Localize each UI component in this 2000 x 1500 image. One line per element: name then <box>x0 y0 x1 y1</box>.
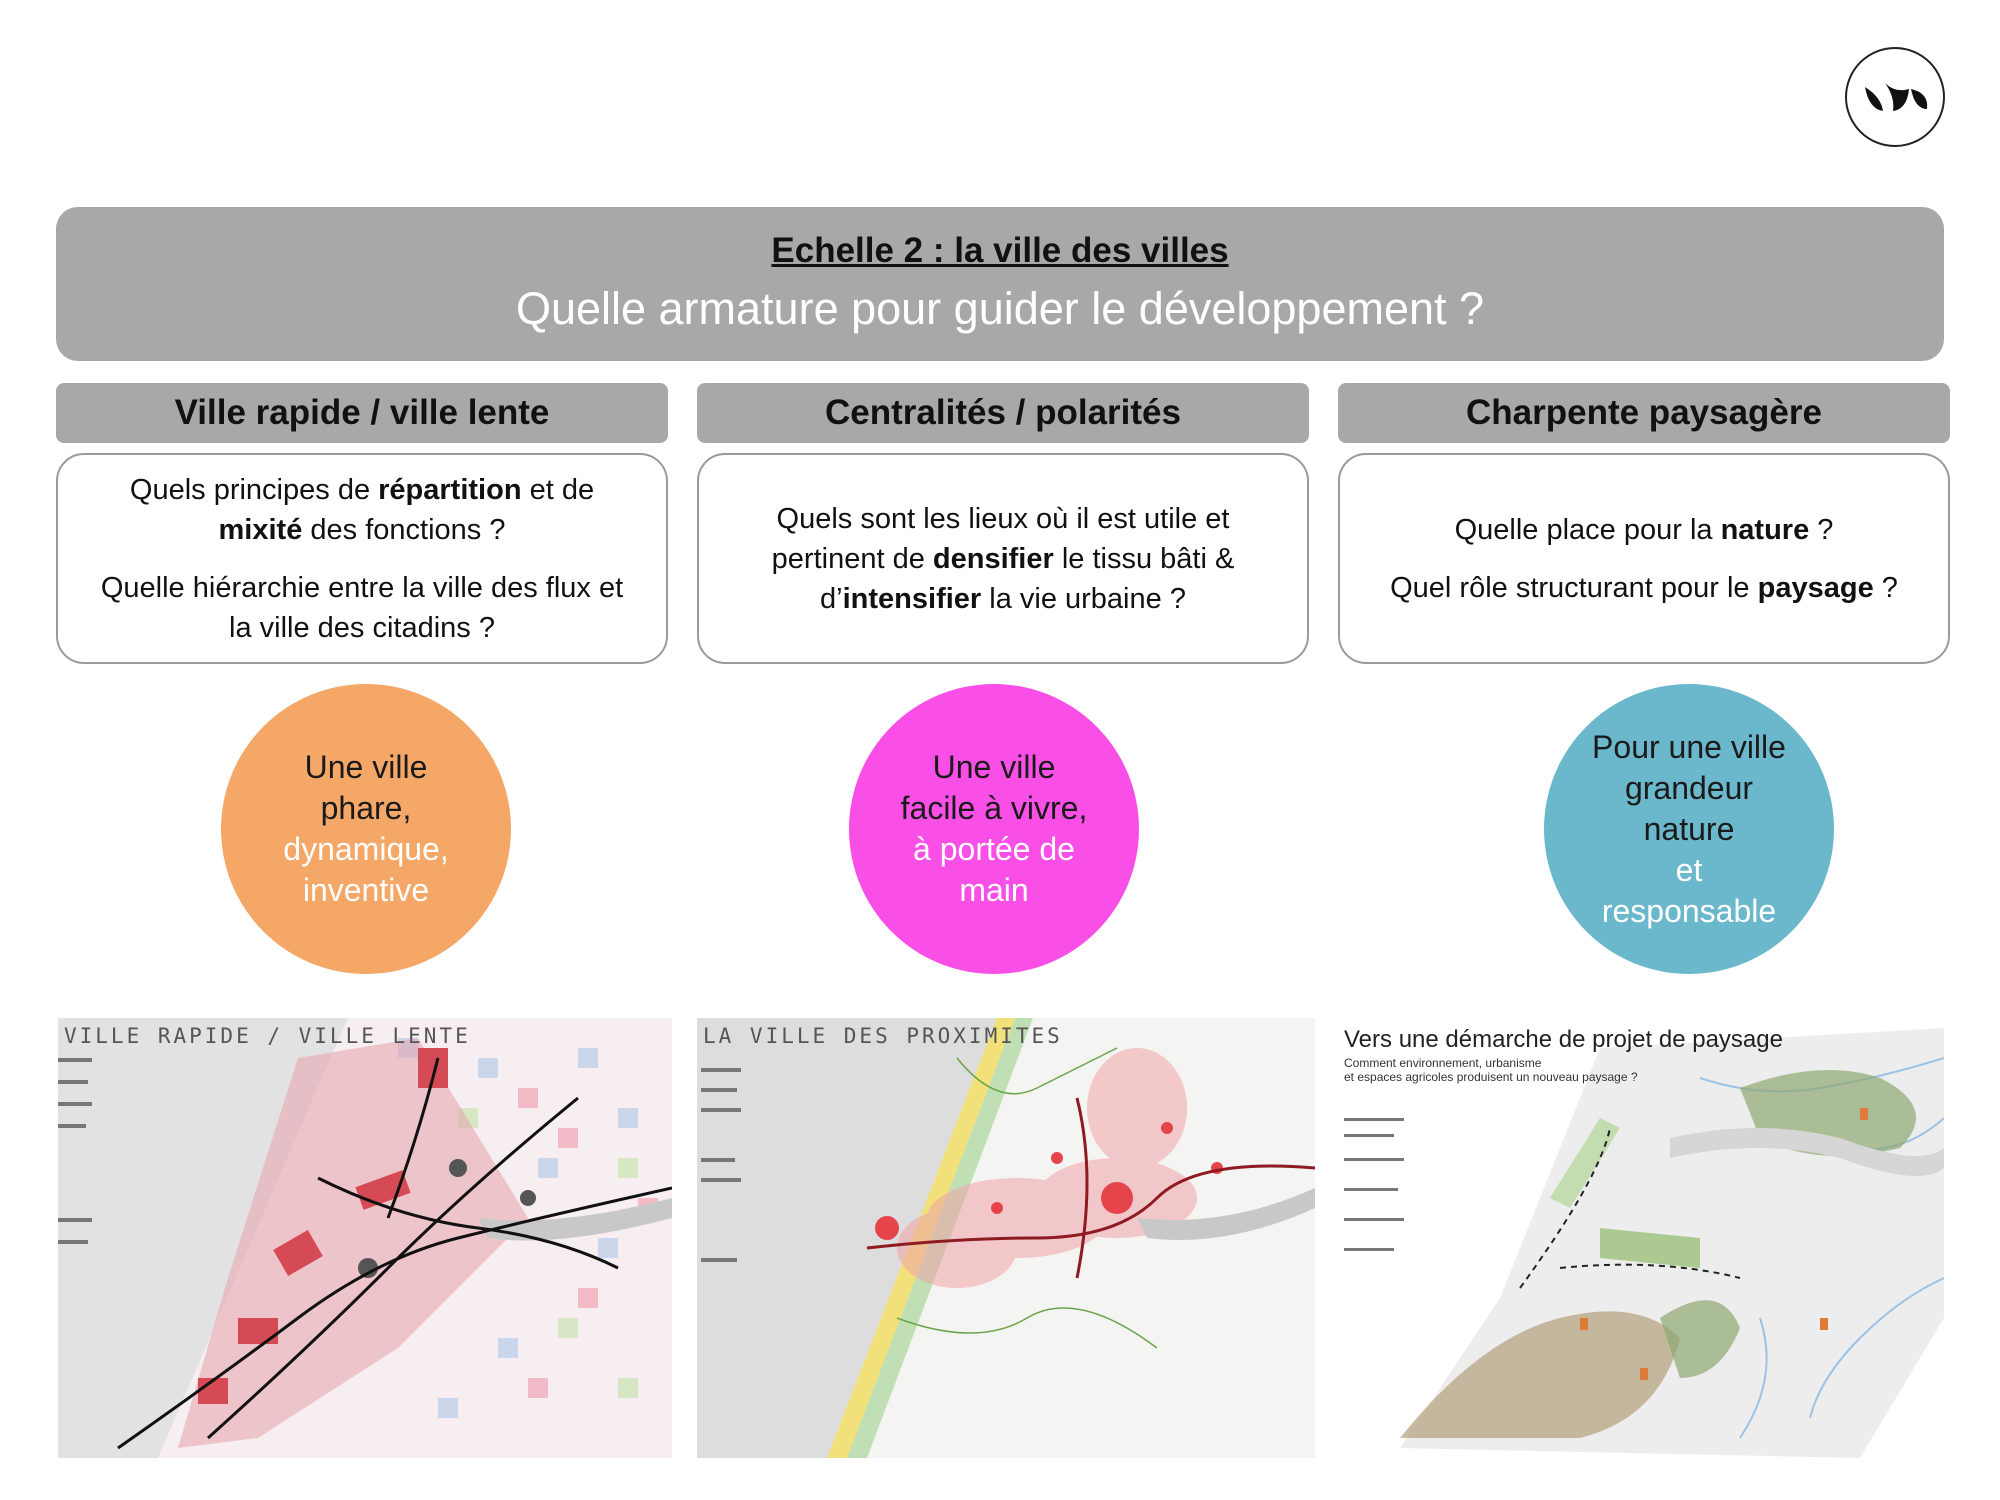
map-ville-rapide <box>58 1018 672 1458</box>
question-box-centralites <box>697 453 1309 664</box>
vision-circle-facile-a-vivre <box>849 684 1139 974</box>
vision-circle-ville-phare <box>221 684 511 974</box>
question-1: Quels principes de répartition et de mixité des fonctions ? <box>129 473 595 546</box>
question-box-charpente <box>1338 453 1950 664</box>
map-title: LA VILLE DES PROXIMITES <box>703 1024 1063 1048</box>
circle-text-accent: à portée de main <box>913 831 1075 908</box>
circle-text-accent: dynamique, inventive <box>283 831 449 908</box>
circle-text-main: Une ville facile à vivre, <box>900 749 1088 826</box>
circle-text-main: Pour une ville grandeur nature <box>1592 728 1786 847</box>
banner-title: Echelle 2 : la ville des villes <box>771 231 1229 270</box>
map-paysage <box>1340 1018 1944 1458</box>
column-header-charpente: Charpente paysagère <box>1338 383 1950 443</box>
vision-circle-grandeur-nature <box>1544 684 1834 974</box>
map-title: VILLE RAPIDE / VILLE LENTE <box>64 1024 471 1048</box>
question-2: Quel rôle structurant pour le paysage ? <box>1390 571 1898 604</box>
question-1: Quels sont les lieux où il est utile et pertinent de densifier le tissu bâti & d’intensifier la vie urbaine ? <box>771 502 1235 615</box>
map-subtitle: Comment environnement, urbanisme et espaces agricoles produisent un nouveau paysage ? <box>1344 1056 1638 1084</box>
map-title: Vers une démarche de projet de paysage <box>1344 1026 1783 1053</box>
map-proximites <box>697 1018 1315 1458</box>
question-box-ville-rapide <box>56 453 668 664</box>
logo <box>1845 47 1945 147</box>
circle-text-accent: et responsable <box>1601 851 1777 929</box>
question-1: Quelle place pour la nature ? <box>1454 513 1834 546</box>
column-header-centralites: Centralités / polarités <box>697 383 1309 443</box>
title-banner <box>56 207 1944 361</box>
circle-text-main: Une ville phare, <box>304 749 428 826</box>
question-2: Quelle hiérarchie entre la ville des flux et la ville des citadins ? <box>100 571 624 644</box>
leaf-logo-icon <box>1847 49 1943 145</box>
column-header-ville-rapide: Ville rapide / ville lente <box>56 383 668 443</box>
banner-subtitle: Quelle armature pour guider le développement ? <box>515 283 1485 334</box>
